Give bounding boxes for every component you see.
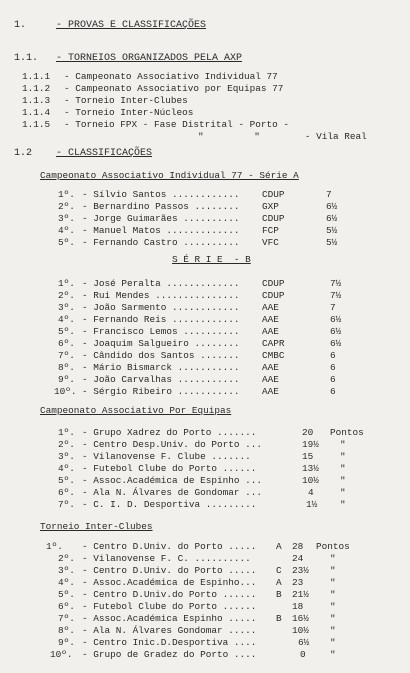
points: 5½ bbox=[326, 237, 338, 248]
points-unit: " bbox=[330, 589, 336, 600]
points: 1½ bbox=[306, 499, 318, 510]
equipas-title: Campeonato Associativo Por Equipas bbox=[40, 405, 232, 416]
points: 6 bbox=[330, 362, 336, 373]
points: 21½ bbox=[292, 589, 309, 600]
rank: 3º. bbox=[58, 451, 75, 462]
points: 6½ bbox=[326, 201, 338, 212]
rank: 1º. bbox=[58, 427, 75, 438]
points-unit: " bbox=[330, 601, 336, 612]
tournament-text: - Campeonato Associativo Individual 77 bbox=[64, 71, 278, 82]
rank: 10º. bbox=[50, 649, 73, 660]
points: 7½ bbox=[330, 278, 342, 289]
rank: 6º. bbox=[58, 601, 75, 612]
club: VFC bbox=[262, 237, 279, 248]
points-unit: " bbox=[330, 565, 336, 576]
club: CDUP bbox=[262, 189, 285, 200]
club: CAPR bbox=[262, 338, 285, 349]
rank: 4º. bbox=[58, 577, 75, 588]
player-name: - Mário Bismarck ........... bbox=[82, 362, 240, 373]
points: 6½ bbox=[326, 213, 338, 224]
club: AAE bbox=[262, 302, 279, 313]
club: CDUP bbox=[262, 213, 285, 224]
points-unit: " bbox=[330, 553, 336, 564]
tournament-number: 1.1.1 bbox=[22, 71, 51, 82]
tournament-text: - Campeonato Associativo por Equipas 77 bbox=[64, 83, 284, 94]
rank: 4º. bbox=[58, 463, 75, 474]
rank: 1º. bbox=[58, 189, 75, 200]
team-name: - Assoc.Académica Espinho ..... bbox=[82, 613, 257, 624]
team-name: - Futebol Clube do Porto ...... bbox=[82, 601, 257, 612]
team-name: - Grupo de Gradez do Porto .... bbox=[82, 649, 257, 660]
player-name: - Joaquim Salgueiro ........ bbox=[82, 338, 240, 349]
points: 6½ bbox=[330, 326, 342, 337]
club: FCP bbox=[262, 225, 279, 236]
section-title: - CLASSIFICAÇÕES bbox=[56, 148, 153, 159]
player-name: - Sílvio Santos ............ bbox=[82, 189, 240, 200]
rank: 8º. bbox=[58, 625, 75, 636]
player-name: - João Carvalhas ........... bbox=[82, 374, 240, 385]
points-unit: Pontos bbox=[316, 541, 350, 552]
tournament-text: - Torneio FPX - Fase Distrital - Porto - bbox=[64, 119, 290, 130]
points: 18 bbox=[292, 601, 304, 612]
rank: 3º. bbox=[58, 565, 75, 576]
player-name: - Rui Mendes ............... bbox=[82, 290, 240, 301]
interclubes-title: Torneio Inter-Clubes bbox=[40, 521, 153, 532]
rank: 2º. bbox=[58, 290, 75, 301]
points: 4 bbox=[308, 487, 314, 498]
individual-title: Campeonato Associativo Individual 77 - Série A bbox=[40, 170, 299, 181]
points: 6 bbox=[330, 350, 336, 361]
player-name: - Manuel Matos ............. bbox=[82, 225, 240, 236]
rank: 7º. bbox=[58, 499, 75, 510]
team-name: - Centro D.Univ. do Porto ..... bbox=[82, 541, 257, 552]
team-name: - C. I. D. Desportiva ......... bbox=[82, 499, 257, 510]
points-unit: " bbox=[330, 637, 336, 648]
club: CDUP bbox=[262, 290, 285, 301]
points: 10½ bbox=[302, 475, 319, 486]
tournament-text: - Torneio Inter-Clubes bbox=[64, 95, 188, 106]
points: 24 bbox=[292, 553, 304, 564]
points: 13½ bbox=[302, 463, 319, 474]
rank: 5º. bbox=[58, 326, 75, 337]
rank: 6º. bbox=[58, 338, 75, 349]
player-name: - Cândido dos Santos ....... bbox=[82, 350, 240, 361]
points: 0 bbox=[300, 649, 306, 660]
points-unit: " bbox=[330, 625, 336, 636]
rank: 3º. bbox=[58, 213, 75, 224]
team-name: - Centro D.Univ.do Porto ...... bbox=[82, 589, 257, 600]
rank: 10º. bbox=[54, 386, 77, 397]
club: AAE bbox=[262, 386, 279, 397]
tournament-text: - Torneio Inter-Núcleos bbox=[64, 107, 194, 118]
rank: 5º. bbox=[58, 589, 75, 600]
player-name: - Fernando Reis ............ bbox=[82, 314, 240, 325]
points-unit: " bbox=[340, 451, 346, 462]
points-unit: " bbox=[340, 439, 346, 450]
team-name: - Centro Inic.D.Desportiva .... bbox=[82, 637, 257, 648]
points-unit: " bbox=[330, 613, 336, 624]
tournament-number: 1.1.3 bbox=[22, 95, 51, 106]
points: 7 bbox=[330, 302, 336, 313]
rank: 7º. bbox=[58, 613, 75, 624]
points: 7½ bbox=[330, 290, 342, 301]
team-name: - Grupo Xadrez do Porto ....... bbox=[82, 427, 257, 438]
rank: 9º. bbox=[58, 637, 75, 648]
rank: 2º. bbox=[58, 553, 75, 564]
player-name: - José Peralta ............. bbox=[82, 278, 240, 289]
points: 5½ bbox=[326, 225, 338, 236]
rank: 5º. bbox=[58, 475, 75, 486]
points-unit: " bbox=[330, 577, 336, 588]
points: 28 bbox=[292, 541, 304, 552]
rank: 4º. bbox=[58, 225, 75, 236]
tournament-text: " " - Vila Real bbox=[198, 131, 367, 142]
player-name: - Jorge Guimarães .......... bbox=[82, 213, 240, 224]
points: 23 bbox=[292, 577, 304, 588]
group: C bbox=[276, 565, 282, 576]
club: CDUP bbox=[262, 278, 285, 289]
subsection-title: - TORNEIOS ORGANIZADOS PELA AXP bbox=[56, 53, 243, 64]
player-name: - Fernando Castro .......... bbox=[82, 237, 240, 248]
subsection-number: 1.1. bbox=[14, 53, 39, 64]
points: 23½ bbox=[292, 565, 309, 576]
points-unit: " bbox=[340, 499, 346, 510]
group: B bbox=[276, 589, 282, 600]
points: 6½ bbox=[330, 314, 342, 325]
club: CMBC bbox=[262, 350, 285, 361]
tournament-number: 1.1.4 bbox=[22, 107, 51, 118]
section-number: 1. bbox=[14, 20, 27, 31]
team-name: - Assoc.Académica de Espinho ... bbox=[82, 475, 263, 486]
rank: 5º. bbox=[58, 237, 75, 248]
section-number: 1.2 bbox=[14, 148, 33, 159]
points: 6 bbox=[330, 386, 336, 397]
team-name: - Centro D.Univ. do Porto ..... bbox=[82, 565, 257, 576]
points: 6½ bbox=[298, 637, 310, 648]
points: 15 bbox=[302, 451, 314, 462]
player-name: - João Sarmento ............ bbox=[82, 302, 240, 313]
rank: 1º. bbox=[46, 541, 63, 552]
group: A bbox=[276, 577, 282, 588]
points-unit: " bbox=[340, 487, 346, 498]
team-name: - Ala N. Álvares de Gondomar ... bbox=[82, 487, 263, 498]
rank: 6º. bbox=[58, 487, 75, 498]
team-name: - Futebol Clube do Porto ...... bbox=[82, 463, 257, 474]
group: A bbox=[276, 541, 282, 552]
rank: 4º. bbox=[58, 314, 75, 325]
points-unit: Pontos bbox=[330, 427, 364, 438]
rank: 9º. bbox=[58, 374, 75, 385]
team-name: - Vilanovense F. Clube ....... bbox=[82, 451, 251, 462]
club: AAE bbox=[262, 314, 279, 325]
tournament-number: 1.1.5 bbox=[22, 119, 51, 130]
points: 16½ bbox=[292, 613, 309, 624]
club: GXP bbox=[262, 201, 279, 212]
team-name: - Ala N. Álvares Gondomar ..... bbox=[82, 625, 257, 636]
section-title: - PROVAS E CLASSIFICAÇÕES bbox=[56, 20, 207, 31]
player-name: - Sérgio Ribeiro ........... bbox=[82, 386, 240, 397]
rank: 7º. bbox=[58, 350, 75, 361]
player-name: - Francisco Lemos .......... bbox=[82, 326, 240, 337]
points-unit: " bbox=[340, 475, 346, 486]
serie-b-title: S É R I E - B bbox=[172, 254, 251, 265]
points: 10½ bbox=[292, 625, 309, 636]
points: 6½ bbox=[330, 338, 342, 349]
rank: 3º. bbox=[58, 302, 75, 313]
points: 7 bbox=[326, 189, 332, 200]
group: B bbox=[276, 613, 282, 624]
rank: 2º. bbox=[58, 439, 75, 450]
points-unit: " bbox=[330, 649, 336, 660]
club: AAE bbox=[262, 362, 279, 373]
player-name: - Bernardino Passos ........ bbox=[82, 201, 240, 212]
points: 19½ bbox=[302, 439, 319, 450]
team-name: - Assoc.Académica de Espinho... bbox=[82, 577, 257, 588]
points-unit: " bbox=[340, 463, 346, 474]
team-name: - Centro Desp.Univ. do Porto ... bbox=[82, 439, 263, 450]
points: 20 bbox=[302, 427, 314, 438]
rank: 1º. bbox=[58, 278, 75, 289]
rank: 8º. bbox=[58, 362, 75, 373]
team-name: - Vilanovense F. C. .......... bbox=[82, 553, 251, 564]
club: AAE bbox=[262, 326, 279, 337]
tournament-number: 1.1.2 bbox=[22, 83, 51, 94]
club: AAE bbox=[262, 374, 279, 385]
points: 6 bbox=[330, 374, 336, 385]
rank: 2º. bbox=[58, 201, 75, 212]
